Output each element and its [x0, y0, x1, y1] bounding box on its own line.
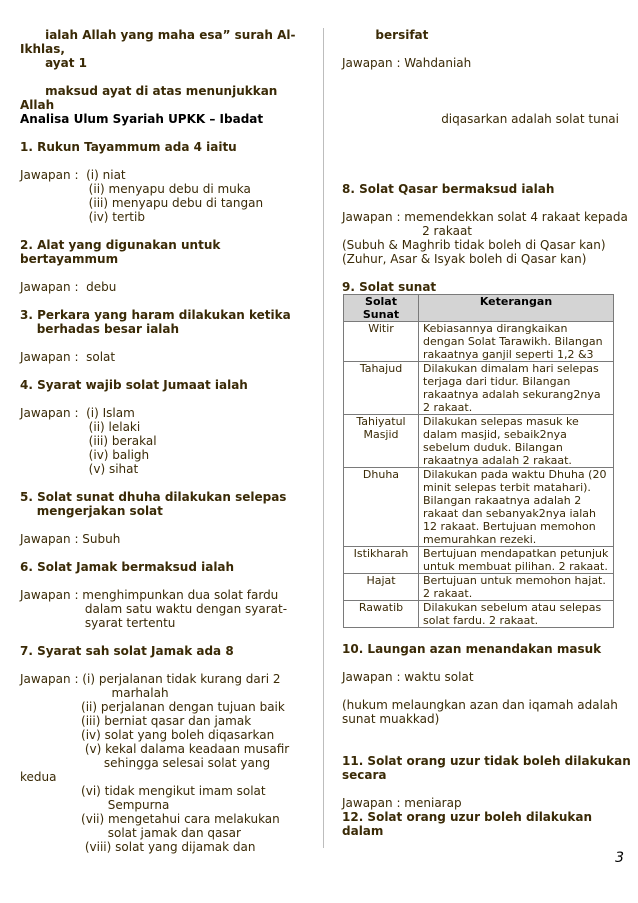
blank-line — [342, 70, 632, 84]
blank-line — [20, 476, 312, 490]
text-line: Jawapan : solat — [20, 350, 116, 364]
text-line: (v) kekal dalama keadaan musafir — [20, 742, 290, 756]
text-line: Sempurna — [20, 798, 170, 812]
text-line: (ii) perjalanan dengan tujuan baik — [20, 700, 285, 714]
text-line: marhalah — [20, 686, 169, 700]
keterangan-cell: Kebiasannya dirangkaikan dengan Solat Tarawikh. Bilangan rakaatnya ganjil seperti 1,2 &3 — [419, 322, 614, 362]
page-number: 3 — [615, 850, 624, 866]
text-line: solat jamak dan qasar — [20, 826, 241, 840]
blank-line — [20, 518, 312, 532]
keterangan-cell: Dilakukan pada waktu Dhuha (20 minit selepas terbit matahari). Bilangan rakaatnya adalah 2 rakaat dan sebanyak2nya ialah 12 rakaat. Bertujuan memohon memurahkan rezeki. — [419, 468, 614, 547]
text-line: diqasarkan adalah solat tunai — [342, 112, 619, 126]
text-line: 1. Rukun Tayammum ada 4 iaitu — [20, 140, 237, 154]
blank-line — [342, 656, 632, 670]
text-line: Jawapan : waktu solat — [342, 670, 474, 684]
text-line: (viii) solat yang dijamak dan — [20, 840, 256, 854]
text-line: Jawapan : meniarap — [342, 796, 462, 810]
text-line: sunat muakkad) — [342, 712, 440, 726]
text-line: (hukum melaungkan azan dan iqamah adalah — [342, 698, 618, 712]
text-line: berhadas besar ialah — [20, 322, 180, 336]
text-line: Ikhlas, — [20, 42, 65, 56]
table-row — [344, 601, 614, 628]
blank-line — [342, 684, 632, 698]
text-line: kedua — [20, 770, 57, 784]
text-line: (ii) lelaki — [20, 420, 141, 434]
blank-line — [342, 628, 632, 642]
text-line: Allah — [20, 98, 55, 112]
blank-line — [342, 42, 632, 56]
blank-line — [20, 154, 312, 168]
text-line: Jawapan : menghimpunkan dua solat fardu — [20, 588, 279, 602]
text-line: 6. Solat Jamak bermaksud ialah — [20, 560, 235, 574]
blank-line — [20, 546, 312, 560]
solat-name-cell: Dhuha — [344, 468, 419, 547]
text-line: Jawapan : (i) perjalanan tidak kurang dari 2 — [20, 672, 281, 686]
blank-line — [342, 98, 632, 112]
blank-line — [20, 224, 312, 238]
solat-sunat-table — [343, 294, 614, 628]
text-line: (vii) mengetahui cara melakukan — [20, 812, 280, 826]
text-line: secara — [342, 768, 387, 782]
keterangan-cell: Dilakukan dimalam hari selepas terjaga dari tidur. Bilangan rakaatnya adalah sekurang2nya 2 rakaat. — [419, 362, 614, 415]
solat-name-cell: Rawatib — [344, 601, 419, 628]
blank-line — [342, 168, 632, 182]
blank-line — [20, 658, 312, 672]
blank-line — [20, 392, 312, 406]
text-line: bertayammum — [20, 252, 119, 266]
text-line: 2. Alat yang digunakan untuk — [20, 238, 221, 252]
keterangan-cell: Bertujuan mendapatkan petunjuk untuk membuat pilihan. 2 rakaat. — [419, 547, 614, 574]
text-line: (iii) berakal — [20, 434, 157, 448]
text-line: 4. Syarat wajib solat Jumaat ialah — [20, 378, 248, 392]
text-line: maksud ayat di atas menunjukkan — [20, 84, 278, 98]
blank-line — [342, 726, 632, 740]
blank-line — [342, 782, 632, 796]
blank-line — [20, 364, 312, 378]
text-line: bersifat — [342, 28, 429, 42]
text-line: (iii) menyapu debu di tangan — [20, 196, 264, 210]
right-column — [342, 28, 632, 838]
text-line: sehingga selesai solat yang — [20, 756, 271, 770]
right-bottom-text — [342, 628, 632, 838]
text-line: 11. Solat orang uzur tidak boleh dilakukan — [342, 754, 631, 768]
table-row — [344, 547, 614, 574]
left-column — [20, 28, 312, 854]
intro-text — [20, 28, 312, 112]
right-top-text — [342, 28, 632, 294]
text-line: 5. Solat sunat dhuha dilakukan selepas — [20, 490, 287, 504]
text-line: 10. Laungan azan menandakan masuk — [342, 642, 602, 656]
text-line: 9. Solat sunat — [342, 280, 437, 294]
keterangan-cell: Dilakukan sebelum atau selepas solat fardu. 2 rakaat. — [419, 601, 614, 628]
table-row — [344, 415, 614, 468]
blank-line — [20, 630, 312, 644]
column-divider — [323, 28, 324, 848]
text-line: Jawapan : (i) Islam — [20, 406, 135, 420]
text-line: (v) sihat — [20, 462, 139, 476]
text-line: syarat tertentu — [20, 616, 176, 630]
section-heading: Analisa Ulum Syariah UPKK – Ibadat — [20, 112, 264, 126]
blank-line — [20, 294, 312, 308]
text-line: (iv) tertib — [20, 210, 145, 224]
blank-line — [342, 84, 632, 98]
blank-line — [20, 574, 312, 588]
table-header-row — [344, 295, 614, 322]
blank-line — [342, 126, 632, 140]
text-line: 12. Solat orang uzur boleh dilakukan — [342, 810, 593, 824]
text-line: dalam satu waktu dengan syarat- — [20, 602, 288, 616]
table-row — [344, 468, 614, 547]
text-line: (iv) baligh — [20, 448, 150, 462]
keterangan-cell: Bertujuan untuk memohon hajat. 2 rakaat. — [419, 574, 614, 601]
text-line: 7. Syarat sah solat Jamak ada 8 — [20, 644, 234, 658]
blank-line — [20, 266, 312, 280]
text-line: 3. Perkara yang haram dilakukan ketika — [20, 308, 291, 322]
blank-line — [20, 336, 312, 350]
keterangan-cell: Dilakukan selepas masuk ke dalam masjid, sebaik2nya sebelum duduk. Bilangan rakaatnya adalah 2 rakaat. — [419, 415, 614, 468]
text-line: dalam — [342, 824, 384, 838]
blank-line — [342, 140, 632, 154]
left-body — [20, 126, 312, 854]
table-row — [344, 362, 614, 415]
blank-line — [20, 70, 312, 84]
text-line: (vi) tidak mengikut imam solat — [20, 784, 266, 798]
text-line: 8. Solat Qasar bermaksud ialah — [342, 182, 555, 196]
table-row — [344, 574, 614, 601]
blank-line — [342, 154, 632, 168]
text-line: (Subuh & Maghrib tidak boleh di Qasar kan) — [342, 238, 606, 252]
text-line: ayat 1 — [20, 56, 87, 70]
text-line: (ii) menyapu debu di muka — [20, 182, 251, 196]
blank-line — [342, 740, 632, 754]
text-line: Jawapan : memendekkan solat 4 rakaat kepada — [342, 210, 628, 224]
solat-name-cell: Istikharah — [344, 547, 419, 574]
text-line: 2 rakaat — [342, 224, 472, 238]
solat-name-cell: Hajat — [344, 574, 419, 601]
text-line: Jawapan : Wahdaniah — [342, 56, 472, 70]
solat-name-cell: Witir — [344, 322, 419, 362]
text-line: Jawapan : Subuh — [20, 532, 121, 546]
text-line: Jawapan : (i) niat — [20, 168, 126, 182]
text-line: Jawapan : debu — [20, 280, 117, 294]
solat-name-cell: Tahajud — [344, 362, 419, 415]
table-header-keterangan: Keterangan — [419, 295, 614, 322]
table-row — [344, 322, 614, 362]
text-line: (iii) berniat qasar dan jamak — [20, 714, 252, 728]
text-line: (iv) solat yang boleh diqasarkan — [20, 728, 275, 742]
blank-line — [342, 196, 632, 210]
text-line: mengerjakan solat — [20, 504, 163, 518]
blank-line — [342, 266, 632, 280]
table-header-solat-sunat: Solat Sunat — [344, 295, 419, 322]
blank-line — [20, 126, 312, 140]
solat-name-cell: Tahiyatul Masjid — [344, 415, 419, 468]
text-line: ialah Allah yang maha esa” surah Al- — [20, 28, 296, 42]
text-line: (Zuhur, Asar & Isyak boleh di Qasar kan) — [342, 252, 587, 266]
